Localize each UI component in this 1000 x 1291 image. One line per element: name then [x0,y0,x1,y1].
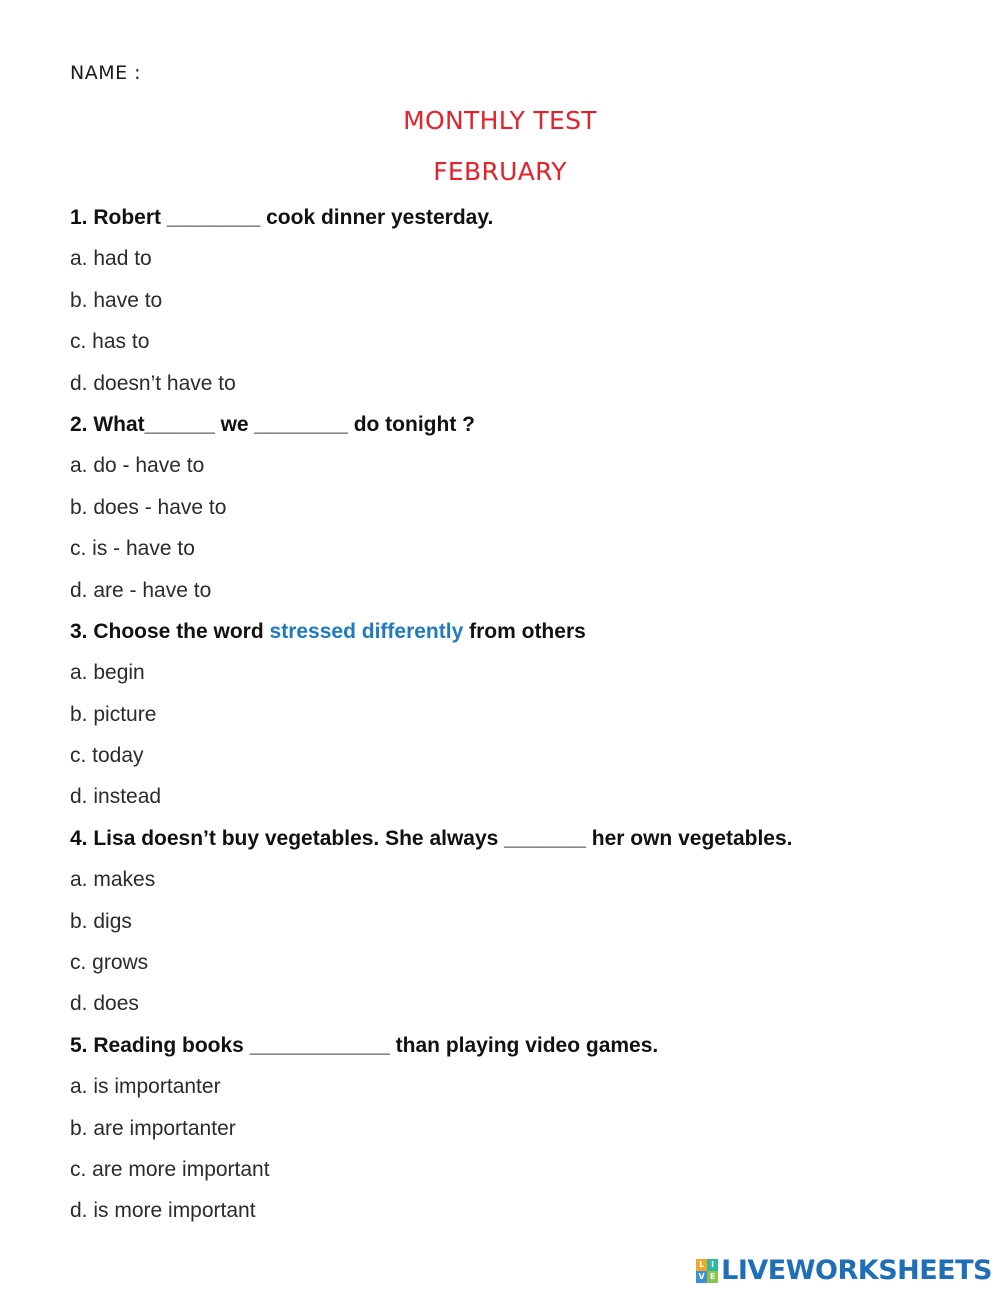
question-4-option-b[interactable]: b. digs [70,909,132,933]
liveworksheets-logo-icon [696,1259,718,1283]
question-3-option-b[interactable]: b. picture [70,702,157,726]
logo-letter-v: V [696,1271,707,1283]
question-3-option-c[interactable]: c. today [70,744,144,768]
question-list [70,200,970,1235]
logo-letter-l: L [696,1259,707,1271]
question-4-option-a[interactable]: a. makes [70,868,156,892]
question-3-highlight: stressed differently [269,619,464,643]
question-2: 2. What______ we ________ do tonight ? [70,412,475,436]
question-5-option-a[interactable]: a. is importanter [70,1075,221,1099]
question-4-option-d[interactable]: d. does [70,992,139,1016]
question-3-text-start: 3. Choose the word [70,619,270,643]
question-1-option-b[interactable]: b. have to [70,288,163,312]
question-5: 5. Reading books ____________ than playing video games. [70,1033,659,1057]
question-2-option-d[interactable]: d. are - have to [70,578,212,602]
question-3 [70,614,970,655]
logo-letter-i: I [707,1259,718,1271]
question-3-text-end: from others [463,619,586,643]
question-5-option-b[interactable]: b. are importanter [70,1116,236,1140]
question-1: 1. Robert ________ cook dinner yesterday. [70,206,494,229]
question-2-option-c[interactable]: c. is - have to [70,537,195,561]
question-3-option-d[interactable]: d. instead [70,785,162,809]
question-4: 4. Lisa doesn’t buy vegetables. She always _______ her own vegetables. [70,826,793,850]
question-2-option-b[interactable]: b. does - have to [70,495,227,519]
question-1-option-a[interactable]: a. had to [70,247,152,271]
question-5-option-c[interactable]: c. are more important [70,1157,270,1181]
test-title: MONTHLY TEST [403,106,597,135]
liveworksheets-wordmark: LIVEWORKSHEETS [721,1255,992,1286]
question-2-option-a[interactable]: a. do - have to [70,454,205,478]
liveworksheets-brand [696,1255,992,1286]
question-1-option-c[interactable]: c. has to [70,330,150,354]
logo-letter-e: E [707,1271,718,1283]
question-1-option-d[interactable]: d. doesn’t have to [70,371,236,395]
question-5-option-d[interactable]: d. is more important [70,1199,256,1223]
question-3-option-a[interactable]: a. begin [70,661,145,685]
question-4-option-c[interactable]: c. grows [70,951,149,975]
test-month: FEBRUARY [433,157,567,186]
name-label: NAME : [70,62,142,84]
